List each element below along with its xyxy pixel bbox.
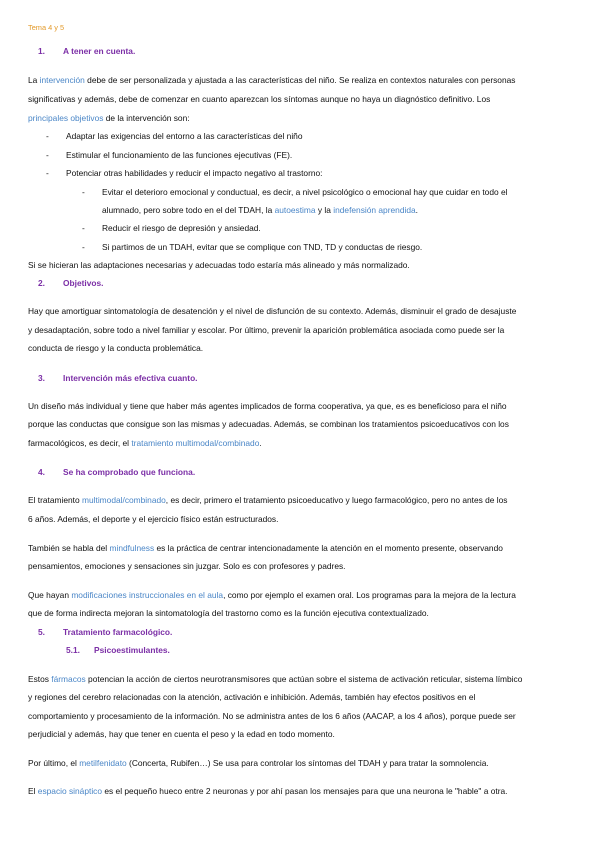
bullet-item (46, 168, 323, 179)
paragraph-line: 6 años. Además, el deporte y el ejercicio físico están estructurados. (28, 514, 279, 524)
bullet-marker: - (82, 187, 85, 197)
highlight-term: mindfulness (109, 543, 155, 553)
paragraph-line (28, 113, 190, 124)
text: y la (315, 205, 334, 215)
paragraph-line: perjudicial y además, hay que tener en cuenta el peso y la edad en todo momento. (28, 729, 335, 739)
paragraph-line: que de forma indirecta mejoran la sintomatología del trastorno como es la función ejecutiva contextualizado. (28, 608, 429, 618)
paragraph-line (28, 786, 507, 797)
paragraph-line: conducta de riesgo y la conducta problemática. (28, 343, 204, 353)
highlight-term: fármacos (51, 674, 86, 684)
bullet-text: Si partimos de un TDAH, evitar que se complique con TND, TD y conductas de riesgo. (102, 242, 423, 252)
bullet-text: Evitar el deterioro emocional y conductual, es decir, a nivel psicológico o emocional hay que cuidar en todo el (102, 187, 508, 197)
bullet-item (46, 150, 292, 161)
section-number: 5.1. (66, 645, 80, 655)
text: . (415, 205, 418, 215)
bullet-item (46, 131, 303, 142)
text: de la intervención son: (103, 113, 190, 123)
section-title: Psicoestimulantes. (94, 645, 170, 655)
highlight-term: espacio sináptico (37, 786, 103, 796)
subsection-heading-5-1 (66, 645, 170, 656)
paragraph-line: porque las conductas que consigue son las mismas y adecuadas. Además, se combinan los tratamientos psicoeducativos con los (28, 419, 509, 429)
text: potencian la acción de ciertos neurotransmisores que actúan sobre el sistema de activación reticular, sistema límbico (85, 674, 523, 684)
paragraph-line (28, 75, 515, 86)
text: farmacológicos, es decir, el (28, 438, 132, 448)
section-number: 2. (38, 278, 45, 288)
paragraph-line: y regiones del cerebro relacionadas con la atención, activación e inhibición. Además, también hay efectos positivos en el (28, 692, 476, 702)
text: También se habla del (28, 543, 110, 553)
text: , es decir, primero el tratamiento psicoeducativo y luego farmacológico, pero no antes de los (165, 495, 508, 505)
sub-bullet-continuation (102, 205, 418, 216)
highlight-term: modificaciones instruccionales en el aula (71, 590, 224, 600)
bullet-marker: - (46, 131, 49, 141)
text: , como por ejemplo el examen oral. Los programas para la mejora de la lectura (223, 590, 516, 600)
paragraph-line: Hay que amortiguar sintomatología de desatención y el nivel de disfunción de su contexto. Además, disminuir el grado de desajuste (28, 306, 517, 316)
paragraph-line (28, 438, 262, 449)
paragraph-line: Si se hicieran las adaptaciones necesarias y adecuadas todo estaría más alineado y más normalizado. (28, 260, 410, 270)
sub-bullet-item (82, 223, 261, 234)
paragraph-line: y desadaptación, sobre todo a nivel familiar y escolar. Por último, prevenir la aparición problemática asociada como puede ser la (28, 325, 505, 335)
section-title: Intervención más efectiva cuanto. (63, 373, 198, 383)
bullet-text: Adaptar las exigencias del entorno a las características del niño (66, 131, 303, 141)
bullet-marker: - (46, 150, 49, 160)
text: Por último, el (28, 758, 80, 768)
bullet-text: Estimular el funcionamiento de las funciones ejecutivas (FE). (66, 150, 293, 160)
text: Estos (28, 674, 52, 684)
highlight-term: autoestima (274, 205, 316, 215)
section-heading-5 (38, 627, 172, 638)
text: La (28, 75, 40, 85)
text: (Concerta, Rubifen…) Se usa para controlar los síntomas del TDAH y para tratar la somnolencia. (126, 758, 489, 768)
text: debe de ser personalizada y ajustada a las características del niño. Se realiza en contextos naturales con personas (84, 75, 516, 85)
highlight-term: intervención (39, 75, 85, 85)
section-title: A tener en cuenta. (63, 46, 136, 56)
paragraph-line: significativas y además, debe de comenzar en cuanto aparezcan los síntomas aunque no haya un diagnóstico definitivo. Los (28, 94, 491, 104)
bullet-marker: - (82, 223, 85, 233)
section-number: 5. (38, 627, 45, 637)
paragraph-line: pensamientos, emociones y sensaciones sin juzgar. Solo es con profesores y padres. (28, 561, 346, 571)
section-heading-3 (38, 373, 198, 384)
bullet-marker: - (46, 168, 49, 178)
sub-bullet-item (82, 187, 508, 198)
paragraph-line: Un diseño más individual y tiene que haber más agentes implicados de forma cooperativa, ya que, es es beneficioso para el niño (28, 401, 507, 411)
bullet-marker: - (82, 242, 85, 252)
sub-bullet-item (82, 242, 422, 253)
document-topic-label: Tema 4 y 5 (28, 23, 65, 32)
paragraph-line (28, 674, 522, 685)
text: El tratamiento (28, 495, 82, 505)
paragraph-line (28, 495, 508, 506)
highlight-term: indefensión aprendida (333, 205, 416, 215)
bullet-text: Potenciar otras habilidades y reducir el impacto negativo al trastorno: (66, 168, 323, 178)
bullet-text: Reducir el riesgo de depresión y ansiedad. (102, 223, 261, 233)
paragraph-line (28, 590, 516, 601)
highlight-term: multimodal/combinado (82, 495, 166, 505)
paragraph-line: comportamiento y procesamiento de la información. No se administra antes de los 6 años (AACAP, a los 4 años), porque puede ser (28, 711, 516, 721)
highlight-term: tratamiento multimodal/combinado (131, 438, 260, 448)
paragraph-line (28, 543, 503, 554)
text: es el pequeño hueco entre 2 neuronas y por ahí pasan los mensajes para que una neurona le "hable" a otra. (102, 786, 508, 796)
section-heading-1 (38, 46, 135, 57)
text: . (259, 438, 262, 448)
text: es la práctica de centrar intencionadamente la atención en el momento presente, observando (154, 543, 503, 553)
text: El (28, 786, 38, 796)
section-heading-2 (38, 278, 104, 289)
section-title: Objetivos. (63, 278, 104, 288)
text: alumnado, pero sobre todo en el del TDAH, la (102, 205, 275, 215)
highlight-term: principales objetivos (28, 113, 104, 123)
highlight-term: metilfenidato (79, 758, 127, 768)
section-number: 3. (38, 373, 45, 383)
text: Que hayan (28, 590, 72, 600)
paragraph-line (28, 758, 489, 769)
section-title: Tratamiento farmacológico. (63, 627, 173, 637)
section-number: 4. (38, 467, 45, 477)
section-heading-4 (38, 467, 195, 478)
section-title: Se ha comprobado que funciona. (63, 467, 196, 477)
section-number: 1. (38, 46, 45, 56)
